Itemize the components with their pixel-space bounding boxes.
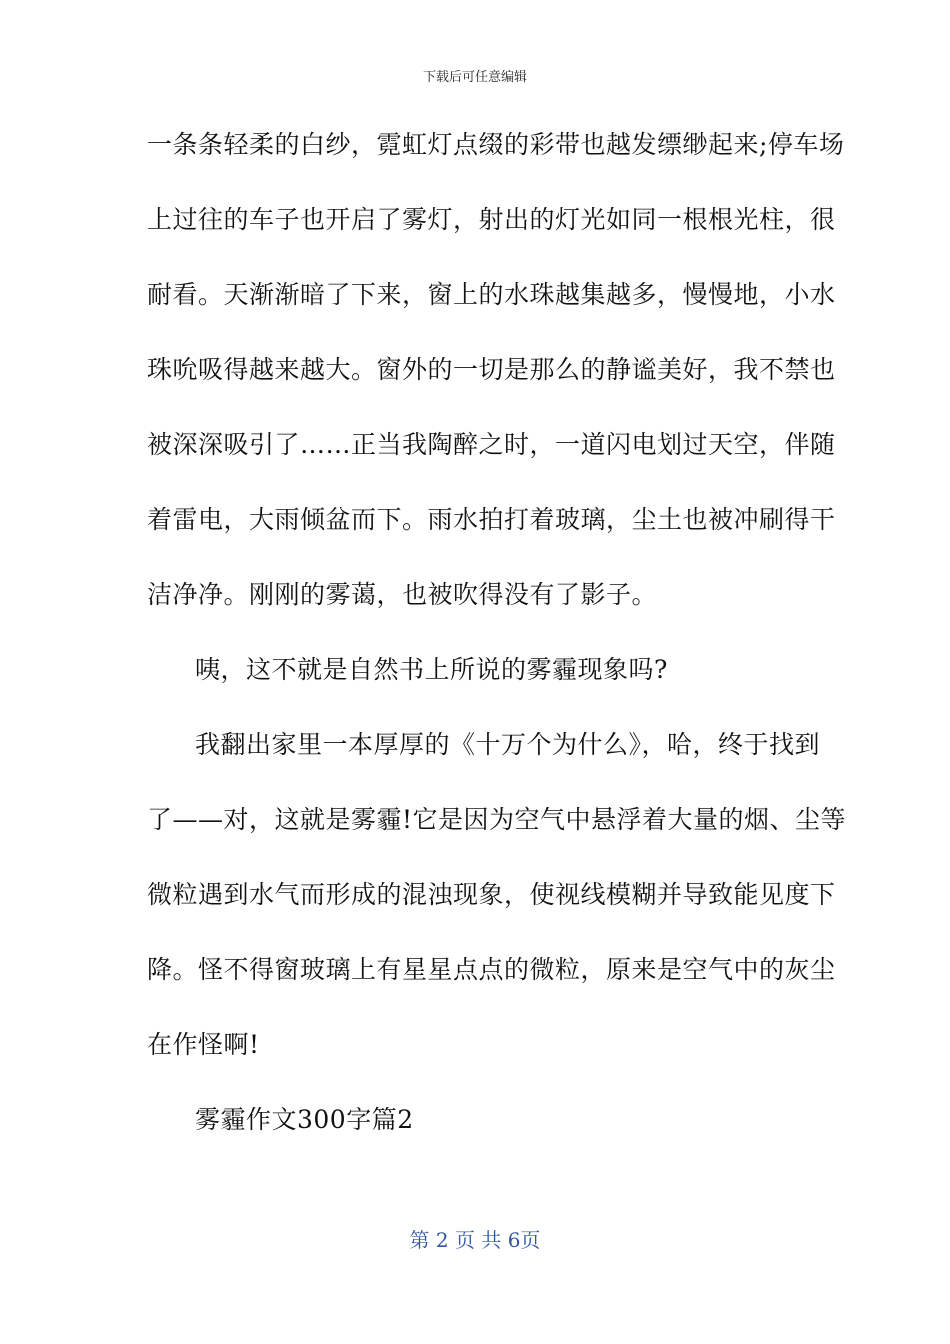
paragraph-line: 上过往的车子也开启了雾灯，射出的灯光如同一根根光柱，很: [147, 205, 836, 234]
paragraph-line: 着雷电，大雨倾盆而下。雨水拍打着玻璃，尘土也被冲刷得干: [147, 505, 836, 534]
paragraph-line: 微粒遇到水气而形成的混浊现象，使视线模糊并导致能见度下: [147, 880, 836, 909]
paragraph-line: 降。怪不得窗玻璃上有星星点点的微粒，原来是空气中的灰尘: [147, 955, 836, 984]
paragraph-line: 咦，这不就是自然书上所说的雾霾现象吗?: [195, 655, 668, 684]
paragraph-line: 我翻出家里一本厚厚的《十万个为什么》，哈，终于找到: [195, 730, 821, 759]
page-number: [0, 1224, 950, 1253]
page-number-label: 第 2 页 共 6页: [409, 1228, 541, 1252]
section-title: 雾霾作文300字篇2: [195, 1105, 414, 1134]
paragraph-line: 在作怪啊!: [147, 1030, 260, 1059]
paragraph-line: 被深深吸引了……正当我陶醉之时，一道闪电划过天空，伴随: [147, 430, 836, 459]
paragraph-line: 一条条轻柔的白纱，霓虹灯点缀的彩带也越发缥缈起来;停车场: [147, 130, 845, 159]
paragraph-line: 耐看。天渐渐暗了下来，窗上的水珠越集越多，慢慢地，小水: [147, 280, 836, 309]
header-note: 下载后可任意编辑: [422, 70, 527, 85]
paragraph-line: 了——对，这就是雾霾!它是因为空气中悬浮着大量的烟、尘等: [147, 805, 847, 834]
paragraph-line: 洁净净。刚刚的雾蔼，也被吹得没有了影子。: [147, 580, 658, 609]
paragraph-line: 珠吮吸得越来越大。窗外的一切是那么的静谧美好，我不禁也: [147, 355, 836, 384]
